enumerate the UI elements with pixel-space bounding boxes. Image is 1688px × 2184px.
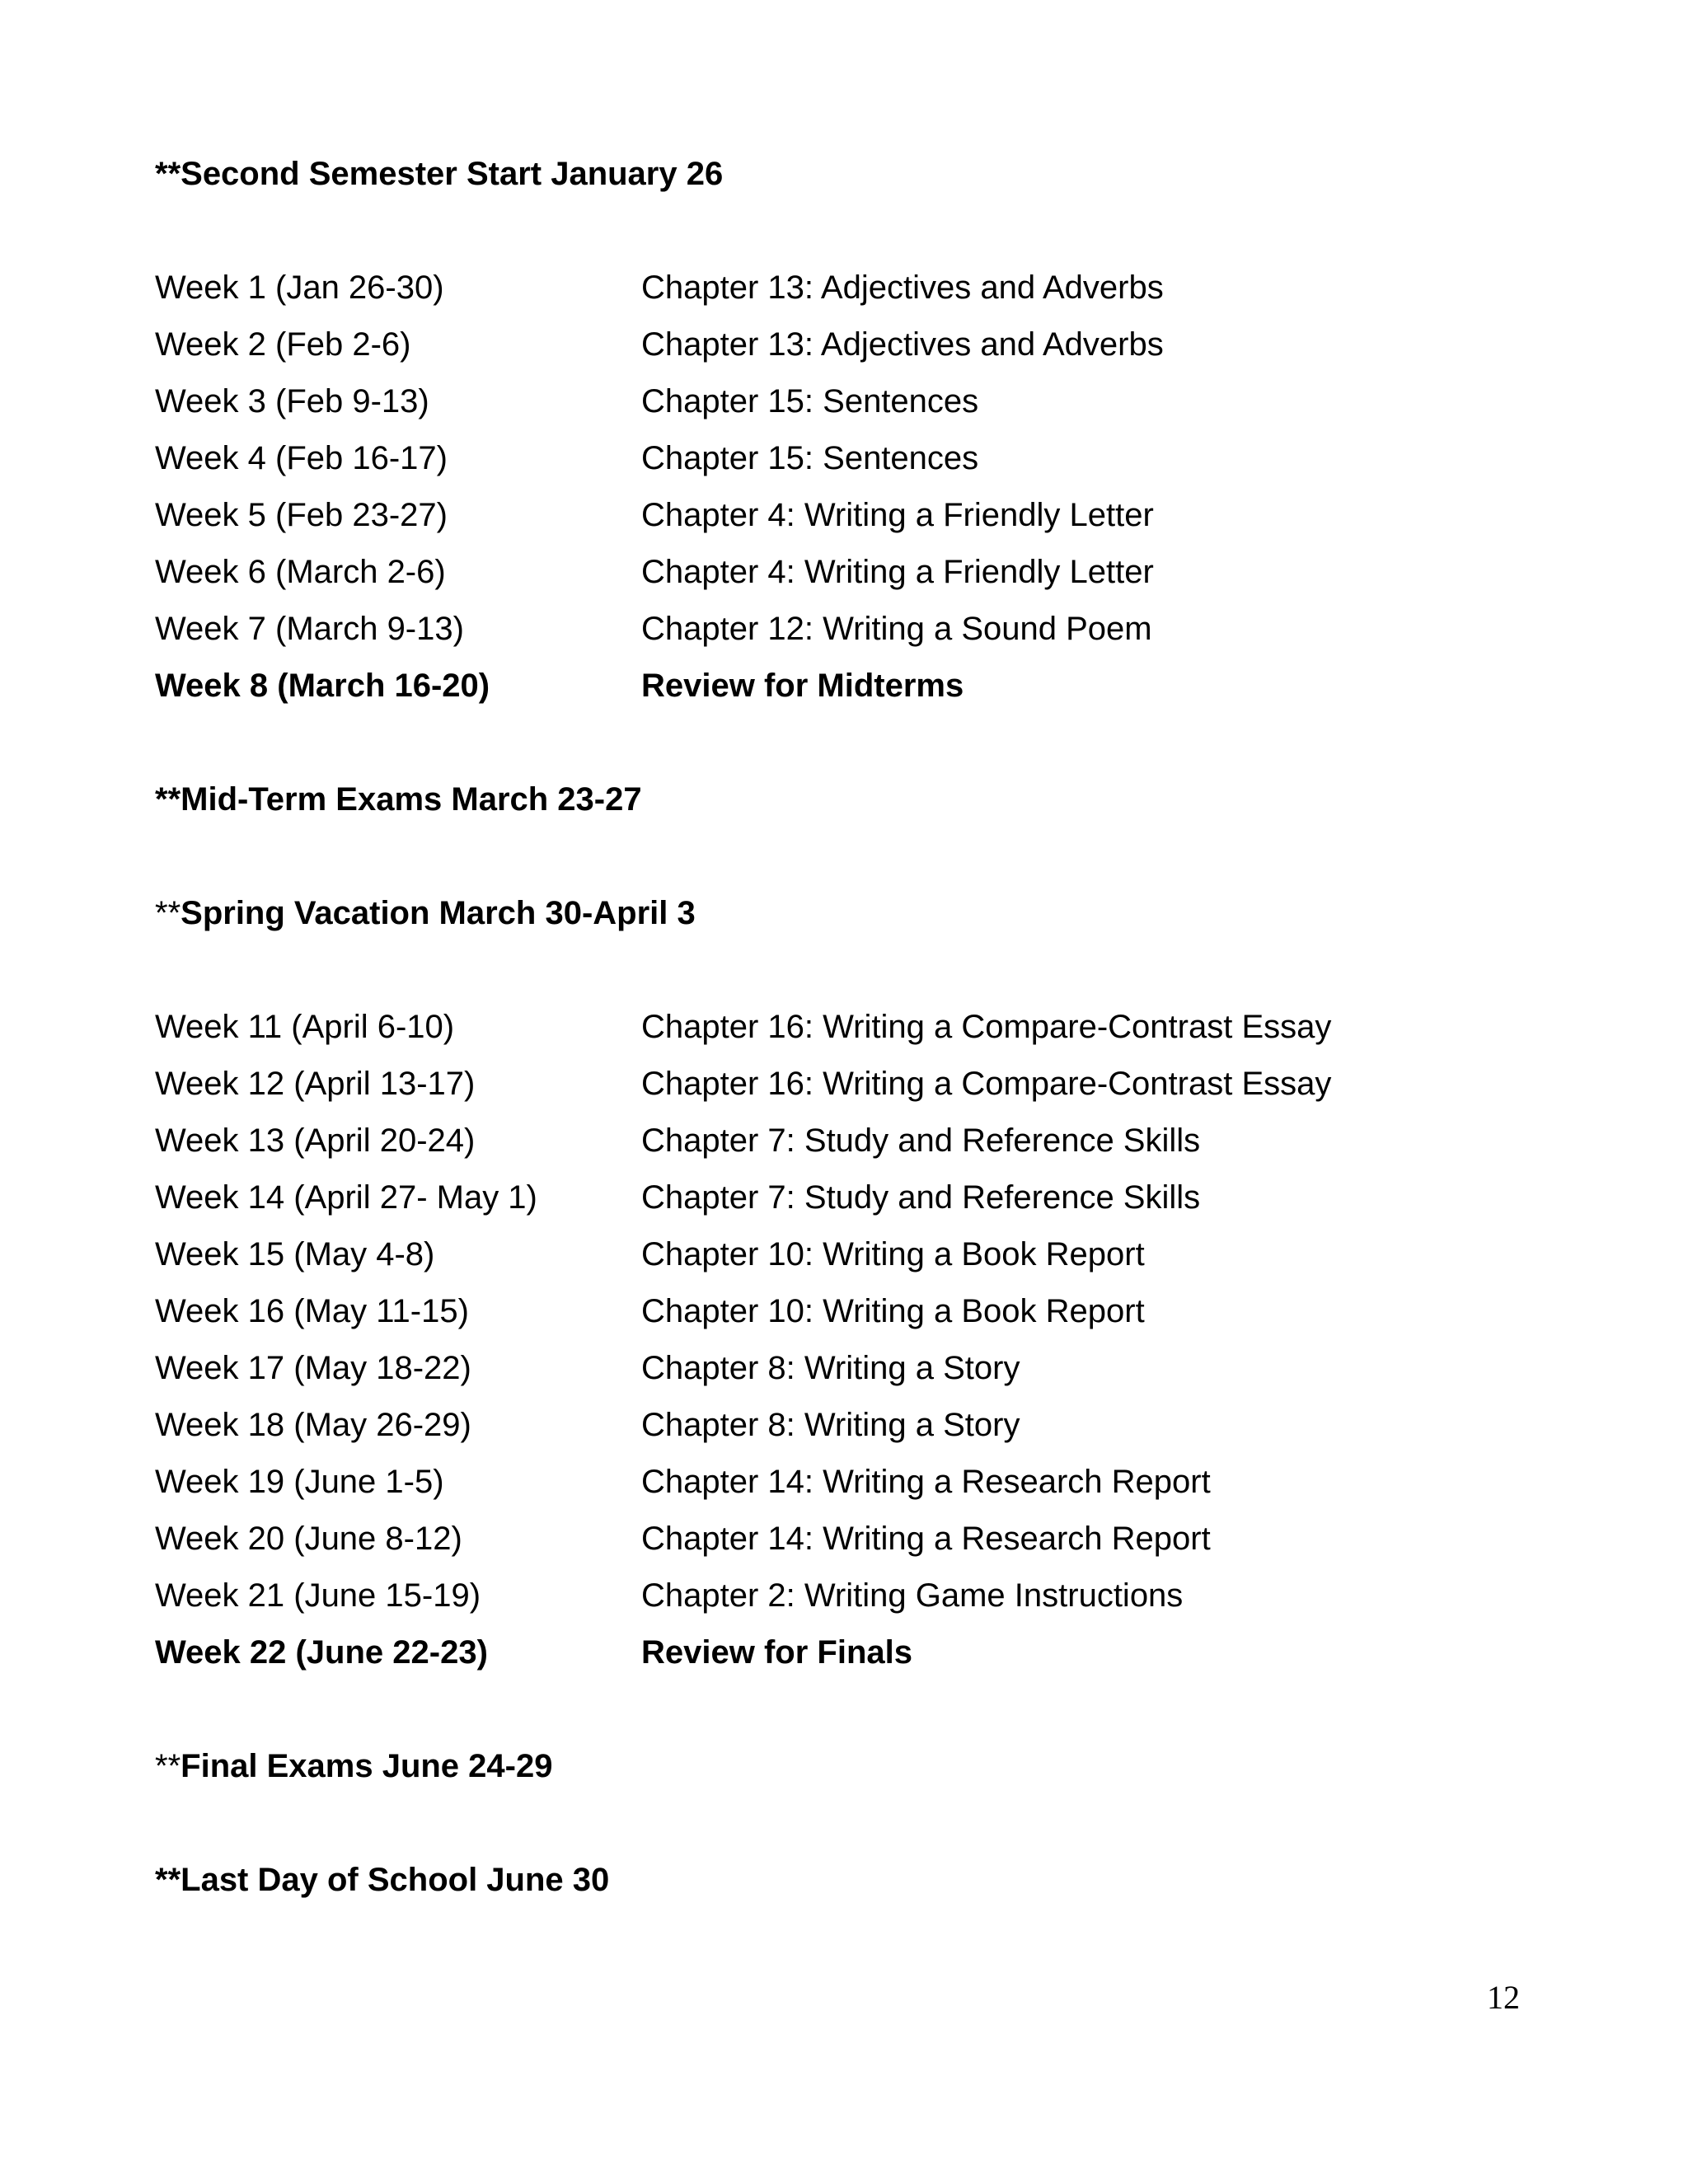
schedule-row: [155, 271, 1556, 321]
schedule-row: [155, 1238, 1556, 1287]
topic-label: Chapter 13: Adjectives and Adverbs: [641, 269, 1164, 306]
week-label: Week 5 (Feb 23-27): [155, 497, 448, 533]
week-label: Week 3 (Feb 9-13): [155, 383, 429, 419]
schedule-row: [155, 555, 1556, 605]
schedule-row: [155, 1181, 1556, 1230]
final-exams-heading: [155, 1750, 552, 1783]
week-label: Week 16 (May 11-15): [155, 1293, 469, 1329]
schedule-row: [155, 1124, 1556, 1174]
topic-label: Chapter 4: Writing a Friendly Letter: [641, 554, 1154, 590]
schedule-row: [155, 499, 1556, 548]
heading-stars: **: [155, 1748, 181, 1784]
topic-label: Chapter 8: Writing a Story: [641, 1407, 1020, 1443]
topic-label: Chapter 10: Writing a Book Report: [641, 1236, 1145, 1272]
week-label: Week 1 (Jan 26-30): [155, 269, 444, 306]
week-label: Week 11 (April 6-10): [155, 1009, 455, 1045]
week-label: Week 14 (April 27- May 1): [155, 1179, 537, 1216]
topic-label: Chapter 15: Sentences: [641, 383, 979, 419]
topic-label: Chapter 8: Writing a Story: [641, 1350, 1020, 1386]
schedule-row: [155, 1408, 1556, 1458]
midterm-exams-heading: **Mid-Term Exams March 23-27: [155, 781, 642, 818]
week-label: Week 13 (April 20-24): [155, 1122, 476, 1159]
topic-label: Chapter 2: Writing Game Instructions: [641, 1577, 1184, 1614]
schedule-row: [155, 1010, 1556, 1060]
week-label: Week 6 (March 2-6): [155, 554, 446, 590]
heading-text: Final Exams June 24-29: [181, 1748, 553, 1784]
schedule-row: [155, 442, 1556, 491]
week-label: Week 22 (June 22-23): [155, 1634, 488, 1671]
topic-label: Chapter 14: Writing a Research Report: [641, 1464, 1211, 1500]
spring-vacation-heading: [155, 897, 696, 930]
week-label: Week 21 (June 15-19): [155, 1577, 481, 1614]
week-label: Week 8 (March 16-20): [155, 668, 490, 704]
week-label: Week 15 (May 4-8): [155, 1236, 435, 1272]
topic-label: Chapter 13: Adjectives and Adverbs: [641, 326, 1164, 363]
schedule-row: [155, 1352, 1556, 1401]
week-label: Week 2 (Feb 2-6): [155, 326, 411, 363]
topic-label: Chapter 15: Sentences: [641, 440, 979, 476]
schedule-row: [155, 1295, 1556, 1344]
topic-label: Chapter 16: Writing a Compare-Contrast Essay: [641, 1066, 1332, 1102]
week-label: Week 18 (May 26-29): [155, 1407, 471, 1443]
topic-label: Chapter 10: Writing a Book Report: [641, 1293, 1145, 1329]
schedule-row: [155, 1067, 1556, 1117]
heading-text: Spring Vacation March 30-April 3: [181, 895, 696, 931]
topic-label: Chapter 14: Writing a Research Report: [641, 1521, 1211, 1557]
week-label: Week 19 (June 1-5): [155, 1464, 444, 1500]
week-label: Week 12 (April 13-17): [155, 1066, 476, 1102]
week-label: Week 20 (June 8-12): [155, 1521, 462, 1557]
schedule-row: [155, 1465, 1556, 1515]
topic-label: Chapter 16: Writing a Compare-Contrast Essay: [641, 1009, 1332, 1045]
schedule-row: [155, 1522, 1556, 1572]
week-label: Week 17 (May 18-22): [155, 1350, 471, 1386]
topic-label: Review for Finals: [641, 1634, 912, 1671]
topic-label: Chapter 12: Writing a Sound Poem: [641, 611, 1152, 647]
topic-label: Review for Midterms: [641, 668, 964, 704]
page-number: 12: [1487, 1979, 1520, 2016]
topic-label: Chapter 7: Study and Reference Skills: [641, 1179, 1201, 1216]
schedule-row: [155, 385, 1556, 434]
topic-label: Chapter 4: Writing a Friendly Letter: [641, 497, 1154, 533]
week-label: Week 7 (March 9-13): [155, 611, 464, 647]
second-semester-heading: **Second Semester Start January 26: [155, 156, 724, 192]
schedule-row: [155, 328, 1556, 377]
heading-stars: **: [155, 895, 181, 931]
review-midterms-row: [155, 669, 1556, 719]
last-day-heading: **Last Day of School June 30: [155, 1862, 610, 1898]
schedule-row: [155, 1579, 1556, 1629]
schedule-row: [155, 612, 1556, 662]
topic-label: Chapter 7: Study and Reference Skills: [641, 1122, 1201, 1159]
week-label: Week 4 (Feb 16-17): [155, 440, 448, 476]
review-finals-row: [155, 1636, 1556, 1685]
